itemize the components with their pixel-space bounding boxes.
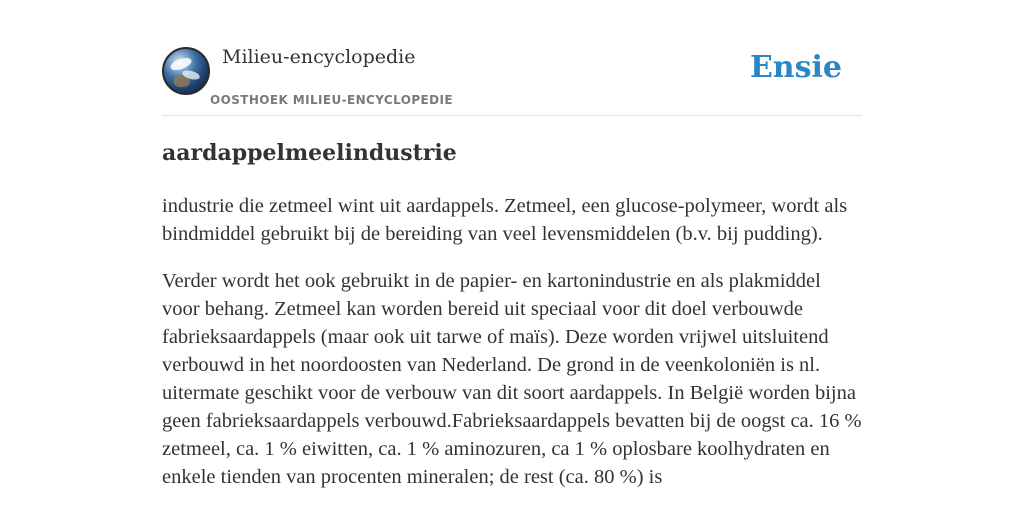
article-paragraph: industrie die zetmeel wint uit aardappels. Zetmeel, een glucose-polymeer, wordt als bindmiddel gebruikt bij de bereiding van veel levensmiddelen (b.v. bij pudding). xyxy=(162,195,848,245)
article-body xyxy=(162,192,862,510)
ensie-brand-link[interactable]: Ensie xyxy=(749,50,842,85)
site-header xyxy=(162,0,862,116)
site-subtitle: OOSTHOEK MILIEU-ENCYCLOPEDIE xyxy=(210,93,453,107)
globe-logo-icon[interactable] xyxy=(162,47,210,95)
article-headword: aardappelmeelindustrie xyxy=(162,140,457,166)
page xyxy=(162,0,862,488)
site-title-link[interactable]: Milieu-encyclopedie xyxy=(222,46,416,68)
article-paragraph: Verder wordt het ook gebruikt in de papier- en kartonindustrie en als plakmiddel voor behang. Zetmeel kan worden bereid uit speciaal voor dit doel verbouwde fabrieksaardappels (maar ook uit tarwe of maïs). Deze worden vrijwel uitsluitend verbouwd in het noordoosten van Nederland. De grond in de veenkoloniën is nl. uitermate geschikt voor de verbouw van dit soort aardappels. In België worden bijna geen fabrieksaardappels verbouwd.Fabrieksaardappels bevatten bij de oogst ca. 16 % zetmeel, ca. 1 % eiwitten, ca. 1 % aminozuren, ca 1 % oplosbare koolhydraten en enkele tienden van procenten mineralen; de rest (ca. 80 %) is xyxy=(162,270,862,488)
